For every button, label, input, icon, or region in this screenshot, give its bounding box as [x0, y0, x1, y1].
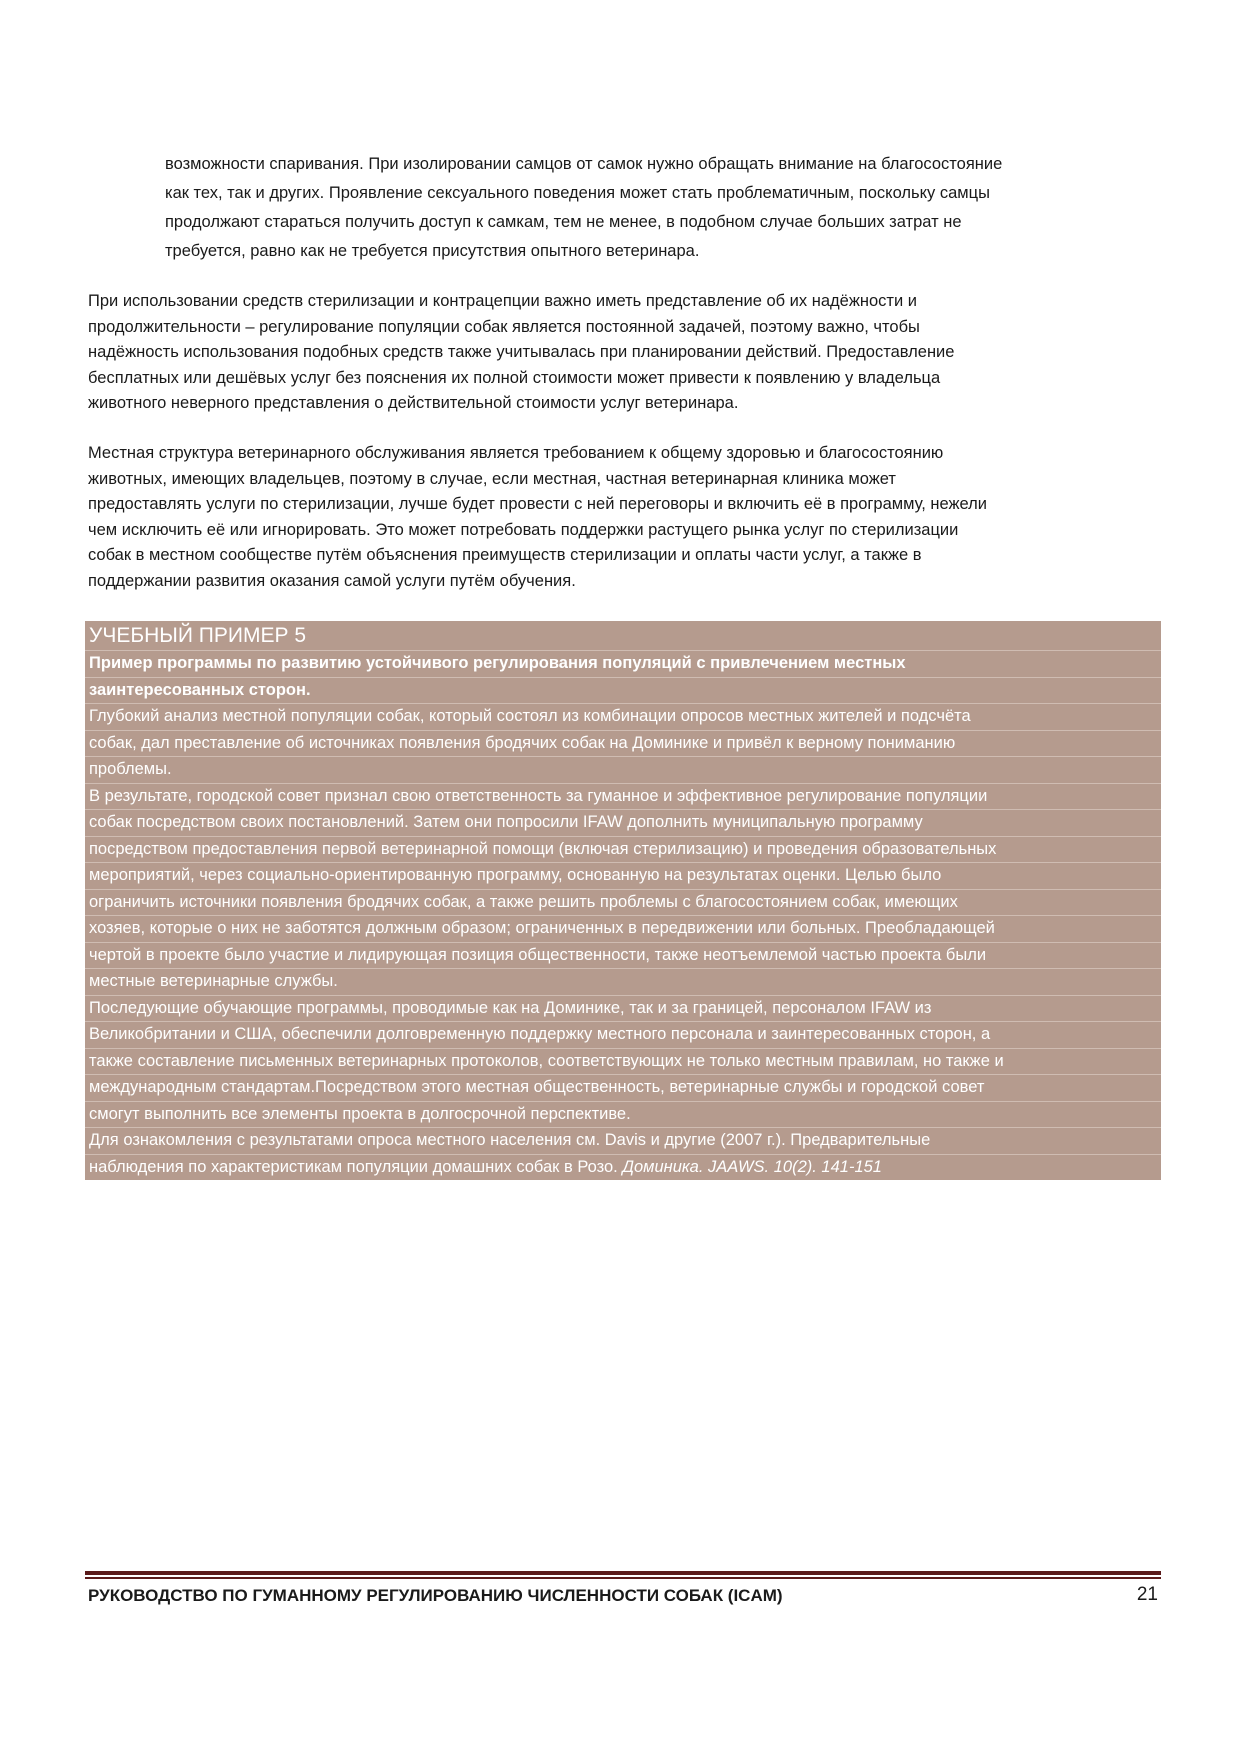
case-study-subtitle-line: Пример программы по развитию устойчивого регулирования популяций с привлечением местных: [85, 651, 1161, 678]
case-study-line: Последующие обучающие программы, проводимые как на Доминике, так и за границей, персоналом IFAW из: [85, 996, 1161, 1023]
reference-citation: Доминика. JAAWS. 10(2). 141-151: [622, 1157, 882, 1176]
text-line: бесплатных или дешёвых услуг без пояснения их полной стоимости может привести к появлению у владельца: [88, 368, 941, 387]
case-study-line: мероприятий, через социально-ориентированную программу, основанную на результатах оценки. Целью было: [85, 863, 1161, 890]
reference-text: наблюдения по характеристикам популяции домашних собак в Розо.: [89, 1157, 623, 1176]
case-study-line: Великобритании и США, обеспечили долговременную поддержку местного персонала и заинтересованных сторон, а: [85, 1022, 1161, 1049]
indented-paragraph: [165, 150, 1155, 266]
case-study-subtitle-line: заинтересованных сторон.: [85, 678, 1161, 705]
text-line: требуется, равно как не требуется присутствия опытного ветеринара.: [165, 242, 700, 260]
text-line: чем исключить её или игнорировать. Это может потребовать поддержки растущего рынка услуг по стерилизации: [88, 520, 959, 539]
case-study-box: [85, 621, 1161, 1180]
footer-divider-thin: [85, 1577, 1161, 1579]
case-study-line: также составление письменных ветеринарных протоколов, соответствующих не только местным правилам, но также и: [85, 1049, 1161, 1076]
case-study-title: УЧЕБНЫЙ ПРИМЕР 5: [85, 621, 1161, 651]
paragraph-local-vet-services: [88, 441, 1148, 594]
page-number: 21: [1136, 1584, 1158, 1605]
text-line: надёжность использования подобных средств также учитывалась при планировании действий. Предоставление: [88, 343, 955, 361]
text-line: продолжают стараться получить доступ к самкам, тем не менее, в подобном случае больших затрат не: [165, 213, 962, 231]
case-study-line: Глубокий анализ местной популяции собак, который состоял из комбинации опросов местных жителей и подсчёта: [85, 704, 1161, 731]
text-line: как тех, так и других. Проявление сексуального поведения может стать проблематичным, поскольку самцы: [165, 184, 990, 202]
text-line: собак в местном сообществе путём объяснения преимуществ стерилизации и оплаты части услуг, а также в: [88, 546, 922, 564]
case-study-line: чертой в проекте было участие и лидирующая позиция общественности, также неотъемлемой частью проекта были: [85, 943, 1161, 970]
case-study-line: проблемы.: [85, 757, 1161, 784]
case-study-line: В результате, городской совет признал свою ответственность за гуманное и эффективное регулирование популяции: [85, 784, 1161, 811]
case-study-line: хозяев, которые о них не заботятся должным образом; ограниченных в передвижении или больных. Преобладающей: [85, 916, 1161, 943]
text-line: продолжительности – регулирование популяции собак является постоянной задачей, поэтому важно, чтобы: [88, 317, 920, 336]
text-line: поддержании развития оказания самой услуги путём обучения.: [88, 571, 576, 590]
footer-divider: [85, 1571, 1161, 1575]
case-study-line: посредством предоставления первой ветеринарной помощи (включая стерилизацию) и проведения образовательных: [85, 837, 1161, 864]
text-line: возможности спаривания. При изолировании самцов от самок нужно обращать внимание на благосостояние: [165, 155, 1003, 173]
case-study-reference-line: [85, 1155, 1161, 1181]
case-study-line: Для ознакомления с результатами опроса местного населения см. Davis и другие (2007 г.). Предварительные: [85, 1128, 1161, 1155]
case-study-line: собак посредством своих постановлений. Затем они попросили IFAW дополнить муниципальную программу: [85, 810, 1161, 837]
text-line: При использовании средств стерилизации и контрацепции важно иметь представление об их надёжности и: [88, 292, 917, 310]
footer-document-title: РУКОВОДСТВО ПО ГУМАННОМУ РЕГУЛИРОВАНИЮ ЧИСЛЕННОСТИ СОБАК (ICAM): [88, 1586, 783, 1605]
case-study-line: местные ветеринарные службы.: [85, 969, 1161, 996]
text-line: животных, имеющих владельцев, поэтому в случае, если местная, частная ветеринарная клиника может: [88, 469, 896, 488]
text-line: Местная структура ветеринарного обслуживания является требованием к общему здоровью и благосостоянию: [88, 444, 944, 462]
text-line: животного неверного представления о действительной стоимости услуг ветеринара.: [88, 394, 739, 412]
paragraph-sterilization-reliability: [88, 289, 1148, 417]
case-study-line: международным стандартам.Посредством этого местная общественность, ветеринарные службы и городской совет: [85, 1075, 1161, 1102]
case-study-line: собак, дал преставление об источниках появления бродячих собак на Доминике и привёл к верному пониманию: [85, 731, 1161, 758]
case-study-line: смогут выполнить все элементы проекта в долгосрочной перспективе.: [85, 1102, 1161, 1129]
case-study-line: ограничить источники появления бродячих собак, а также решить проблемы с благосостоянием собак, имеющих: [85, 890, 1161, 917]
text-line: предоставлять услуги по стерилизации, лучше будет провести с ней переговоры и включить её в программу, нежели: [88, 495, 988, 513]
